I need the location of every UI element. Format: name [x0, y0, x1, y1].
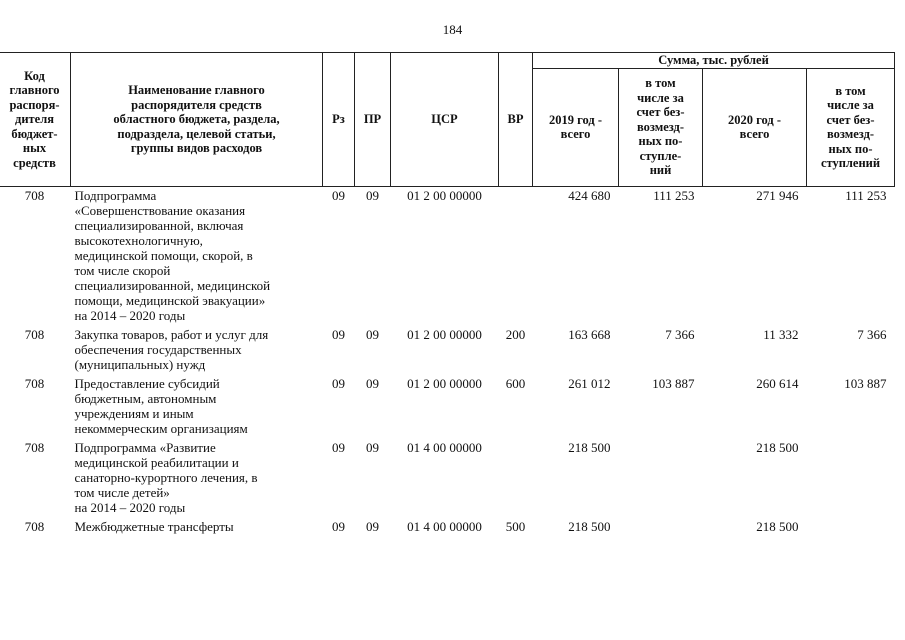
budget-table — [0, 52, 895, 537]
cell-pr: 09 — [366, 439, 379, 455]
cell-name: Подпрограмма «Развитие медицинской реабилитации и санаторно-курортного лечения, в том числе детей» на 2014 – 2020 годы — [74, 439, 258, 515]
cell-2019-incl: 111 253 — [653, 187, 695, 203]
cell-rz: 09 — [332, 326, 345, 342]
cell-2019-incl: 7 366 — [665, 326, 695, 342]
cell-2019-total: 218 500 — [568, 518, 611, 534]
cell-code: 708 — [24, 439, 45, 455]
cell-vr — [499, 186, 533, 326]
table-body — [0, 186, 895, 537]
cell-name: Подпрограмма «Совершенствование оказания специализированной, включая высокотехнологичную, медицинской помощи, скорой, в том числе скорой специализированной, медицинской помощи, медицинской эвакуации» на 2014 – 2020 годы — [74, 187, 271, 323]
cell-csr: 01 4 00 00000 — [407, 518, 482, 534]
cell-2019-total: 163 668 — [568, 326, 611, 342]
header-2019-total: 2019 год - всего — [533, 68, 619, 186]
cell-pr: 09 — [366, 518, 379, 534]
cell-code: 708 — [24, 375, 45, 391]
table-header — [0, 53, 895, 187]
table-row — [0, 186, 895, 326]
cell-pr: 09 — [366, 187, 379, 203]
cell-code: 708 — [24, 518, 45, 534]
cell-2019-incl — [619, 439, 703, 518]
page-number: 184 — [442, 22, 463, 37]
cell-csr: 01 4 00 00000 — [407, 439, 482, 455]
cell-name: Межбюджетные трансферты — [74, 518, 234, 534]
header-csr: ЦСР — [391, 53, 499, 187]
header-pr: ПР — [355, 53, 391, 187]
cell-rz: 09 — [332, 187, 345, 203]
cell-2019-incl: 103 887 — [652, 375, 695, 391]
header-name: Наименование главного распорядителя средств областного бюджета, раздела, подраздела, целевой статьи, группы видов расходов — [71, 53, 323, 187]
cell-code: 708 — [24, 326, 45, 342]
cell-vr — [499, 439, 533, 518]
cell-vr: 200 — [505, 326, 526, 342]
cell-2019-total: 424 680 — [568, 187, 611, 203]
cell-pr: 09 — [366, 375, 379, 391]
cell-2020-total: 218 500 — [756, 439, 799, 455]
cell-csr: 01 2 00 00000 — [407, 375, 482, 391]
cell-rz: 09 — [332, 518, 345, 534]
cell-2020-incl: 111 253 — [845, 187, 887, 203]
cell-rz: 09 — [332, 375, 345, 391]
cell-name: Закупка товаров, работ и услуг для обеспечения государственных (муниципальных) нужд — [74, 326, 269, 372]
cell-rz: 09 — [332, 439, 345, 455]
header-code: Код главного распоря- дителя бюджет- ных средств — [0, 53, 71, 187]
table-row — [0, 439, 895, 518]
cell-2019-incl — [619, 518, 703, 537]
cell-2020-total: 271 946 — [756, 187, 799, 203]
cell-vr: 500 — [505, 518, 526, 534]
header-sum: Сумма, тыс. рублей — [533, 53, 895, 69]
cell-code: 708 — [24, 187, 45, 203]
cell-pr: 09 — [366, 326, 379, 342]
header-2019-incl: в том числе за счет без- возмезд- ных по- ступле- ний — [619, 68, 703, 186]
cell-2019-total: 218 500 — [568, 439, 611, 455]
cell-2020-total: 218 500 — [756, 518, 799, 534]
cell-csr: 01 2 00 00000 — [407, 326, 482, 342]
cell-2020-incl: 7 366 — [857, 326, 887, 342]
cell-vr: 600 — [505, 375, 526, 391]
cell-name: Предоставление субсидий бюджетным, автономным учреждениям и иным некоммерческим организациям — [74, 375, 248, 436]
table-row — [0, 518, 895, 537]
cell-2020-incl — [807, 439, 895, 518]
header-2020-total: 2020 год - всего — [703, 68, 807, 186]
cell-2019-total: 261 012 — [568, 375, 611, 391]
table-row — [0, 326, 895, 375]
header-2020-incl: в том числе за счет без- возмезд- ных по- ступлений — [807, 68, 895, 186]
cell-2020-total: 11 332 — [763, 326, 799, 342]
cell-2020-total: 260 614 — [756, 375, 799, 391]
header-vr: ВР — [499, 53, 533, 187]
table-row — [0, 375, 895, 439]
cell-2020-incl: 103 887 — [844, 375, 887, 391]
cell-2020-incl — [807, 518, 895, 537]
header-rz: Рз — [323, 53, 355, 187]
cell-csr: 01 2 00 00000 — [407, 187, 482, 203]
